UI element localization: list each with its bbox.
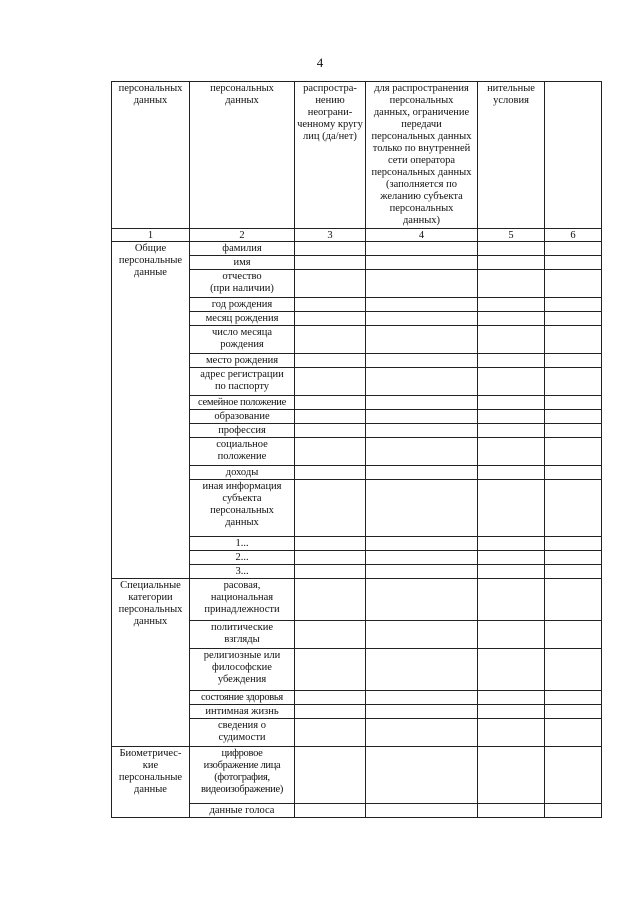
cell-empty xyxy=(478,537,545,551)
column-number: 2 xyxy=(190,229,295,242)
cell-empty xyxy=(295,326,366,354)
cell-empty xyxy=(295,354,366,368)
column-number: 5 xyxy=(478,229,545,242)
cell-empty xyxy=(478,256,545,270)
cell-empty xyxy=(366,579,478,621)
cell-empty xyxy=(295,396,366,410)
cell-empty xyxy=(478,466,545,480)
category-general: Общие персональные данные xyxy=(112,242,190,579)
item-label: сведения о судимости xyxy=(190,719,295,747)
cell-empty xyxy=(478,649,545,691)
cell-empty xyxy=(545,242,602,256)
cell-empty xyxy=(545,649,602,691)
cell-empty xyxy=(478,747,545,804)
cell-empty xyxy=(366,466,478,480)
cell-empty xyxy=(366,270,478,298)
cell-empty xyxy=(478,565,545,579)
cell-empty xyxy=(366,438,478,466)
cell-empty xyxy=(478,424,545,438)
cell-empty xyxy=(545,424,602,438)
cell-empty xyxy=(366,256,478,270)
cell-empty xyxy=(545,312,602,326)
cell-empty xyxy=(478,368,545,396)
cell-empty xyxy=(295,424,366,438)
cell-empty xyxy=(295,537,366,551)
column-number: 1 xyxy=(112,229,190,242)
cell-empty xyxy=(366,691,478,705)
category-biometric: Биометричес- кие персональные данные xyxy=(112,747,190,818)
cell-empty xyxy=(545,438,602,466)
category-special: Специальные категории персональных данных xyxy=(112,579,190,747)
item-label: имя xyxy=(190,256,295,270)
item-label: число месяца рождения xyxy=(190,326,295,354)
column-number: 6 xyxy=(545,229,602,242)
item-label: цифровое изображение лица (фотография, видеоизображение) xyxy=(190,747,295,804)
cell-empty xyxy=(545,691,602,705)
cell-empty xyxy=(545,298,602,312)
cell-empty xyxy=(295,747,366,804)
cell-empty xyxy=(478,410,545,424)
cell-empty xyxy=(545,396,602,410)
item-label: образование xyxy=(190,410,295,424)
cell-empty xyxy=(295,719,366,747)
item-label: интимная жизнь xyxy=(190,705,295,719)
item-label: 3... xyxy=(190,565,295,579)
header-col-5: нительные условия xyxy=(478,82,545,229)
cell-empty xyxy=(478,621,545,649)
cell-empty xyxy=(295,804,366,818)
cell-empty xyxy=(545,368,602,396)
cell-empty xyxy=(295,438,366,466)
cell-empty xyxy=(366,565,478,579)
item-label: место рождения xyxy=(190,354,295,368)
item-label: политические взгляды xyxy=(190,621,295,649)
cell-empty xyxy=(295,312,366,326)
cell-empty xyxy=(295,649,366,691)
cell-empty xyxy=(545,804,602,818)
cell-empty xyxy=(478,705,545,719)
item-label: год рождения xyxy=(190,298,295,312)
cell-empty xyxy=(545,705,602,719)
header-col-4: для распространения персональных данных, ограничение передачи персональных данных только по внутренней сети оператора персональных данных (заполняется по желанию субъекта персональных данных) xyxy=(366,82,478,229)
cell-empty xyxy=(545,719,602,747)
cell-empty xyxy=(366,424,478,438)
item-label: адрес регистрации по паспорту xyxy=(190,368,295,396)
table-row xyxy=(112,242,602,256)
header-col-3: распростра- нению неограни- ченному кругу лиц (да/нет) xyxy=(295,82,366,229)
cell-empty xyxy=(478,354,545,368)
cell-empty xyxy=(478,579,545,621)
cell-empty xyxy=(295,565,366,579)
cell-empty xyxy=(366,480,478,537)
cell-empty xyxy=(478,298,545,312)
cell-empty xyxy=(478,326,545,354)
cell-empty xyxy=(545,466,602,480)
cell-empty xyxy=(545,551,602,565)
item-label: религиозные или философские убеждения xyxy=(190,649,295,691)
item-label: социальное положение xyxy=(190,438,295,466)
cell-empty xyxy=(366,551,478,565)
page-number: 4 xyxy=(316,55,324,70)
item-label: семейное положение xyxy=(190,396,295,410)
cell-empty xyxy=(478,270,545,298)
cell-empty xyxy=(366,621,478,649)
item-label: отчество (при наличии) xyxy=(190,270,295,298)
item-label: расовая, национальная принадлежности xyxy=(190,579,295,621)
header-col-1: персональных данных xyxy=(112,82,190,229)
cell-empty xyxy=(366,396,478,410)
cell-empty xyxy=(478,804,545,818)
cell-empty xyxy=(366,804,478,818)
item-label: фамилия xyxy=(190,242,295,256)
cell-empty xyxy=(545,747,602,804)
cell-empty xyxy=(295,705,366,719)
header-col-2: персональных данных xyxy=(190,82,295,229)
cell-empty xyxy=(366,312,478,326)
cell-empty xyxy=(545,480,602,537)
item-label: данные голоса xyxy=(190,804,295,818)
item-label: иная информация субъекта персональных данных xyxy=(190,480,295,537)
cell-empty xyxy=(545,270,602,298)
cell-empty xyxy=(478,719,545,747)
cell-empty xyxy=(478,551,545,565)
cell-empty xyxy=(295,466,366,480)
cell-empty xyxy=(478,438,545,466)
cell-empty xyxy=(545,410,602,424)
item-label: 2... xyxy=(190,551,295,565)
cell-empty xyxy=(295,621,366,649)
cell-empty xyxy=(295,410,366,424)
cell-empty xyxy=(545,256,602,270)
cell-empty xyxy=(295,256,366,270)
cell-empty xyxy=(295,242,366,256)
personal-data-table xyxy=(111,81,602,818)
cell-empty xyxy=(545,579,602,621)
cell-empty xyxy=(366,298,478,312)
cell-empty xyxy=(295,480,366,537)
table-row xyxy=(112,747,602,804)
cell-empty xyxy=(366,719,478,747)
item-label: профессия xyxy=(190,424,295,438)
cell-empty xyxy=(478,396,545,410)
header-col-6 xyxy=(545,82,602,229)
item-label: состояние здоровья xyxy=(190,691,295,705)
cell-empty xyxy=(545,354,602,368)
cell-empty xyxy=(366,326,478,354)
cell-empty xyxy=(295,551,366,565)
cell-empty xyxy=(366,705,478,719)
cell-empty xyxy=(366,242,478,256)
cell-empty xyxy=(366,649,478,691)
column-number: 3 xyxy=(295,229,366,242)
cell-empty xyxy=(545,621,602,649)
cell-empty xyxy=(545,537,602,551)
cell-empty xyxy=(295,270,366,298)
cell-empty xyxy=(366,537,478,551)
item-label: доходы xyxy=(190,466,295,480)
cell-empty xyxy=(295,298,366,312)
cell-empty xyxy=(295,579,366,621)
cell-empty xyxy=(366,410,478,424)
cell-empty xyxy=(478,242,545,256)
item-label: 1... xyxy=(190,537,295,551)
cell-empty xyxy=(545,565,602,579)
column-number-row xyxy=(112,229,602,242)
header-row xyxy=(112,82,602,229)
cell-empty xyxy=(366,354,478,368)
cell-empty xyxy=(295,368,366,396)
column-number: 4 xyxy=(366,229,478,242)
cell-empty xyxy=(478,312,545,326)
table-row xyxy=(112,579,602,621)
cell-empty xyxy=(478,480,545,537)
cell-empty xyxy=(366,368,478,396)
cell-empty xyxy=(478,691,545,705)
item-label: месяц рождения xyxy=(190,312,295,326)
cell-empty xyxy=(366,747,478,804)
cell-empty xyxy=(295,691,366,705)
cell-empty xyxy=(545,326,602,354)
